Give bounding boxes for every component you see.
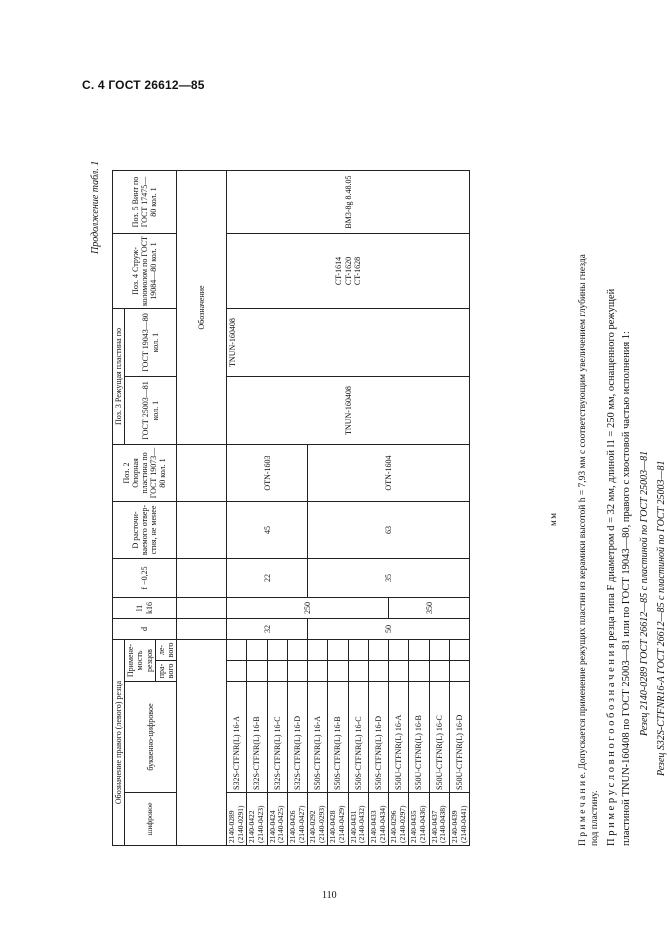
l1-value-250: 250: [227, 598, 389, 619]
row-right-cell: [328, 661, 348, 682]
row-code: 2140-0439 (2140-0441): [449, 793, 469, 846]
D-value-45: 45: [227, 502, 308, 559]
th-alnum: буквенно-цифровое: [125, 682, 177, 793]
row-name: S50S-CTFNR(L) 16-C: [348, 682, 368, 793]
th-D: D расточи-ваемого отвер-стия, не менее: [113, 502, 177, 559]
row-right-cell: [429, 661, 449, 682]
row-code: 2140-0289 (2140-0291): [227, 793, 247, 846]
designation-example-2: Резец S32S-CTFNR16-A ГОСТ 26612—85 с пластиной по ГОСТ 25003—81: [656, 460, 667, 776]
row-code: 2140-0435 (2140-0436): [409, 793, 429, 846]
pos2-value-otn1603: OTN-1603: [227, 445, 308, 502]
th-pos4: Поз. 4 Струж-коломолом по ГОСТ 19084—80 кол. 1: [113, 234, 177, 309]
row-right-cell: [308, 661, 328, 682]
example-line-1: П р и м е р у с л о в н о г о о б о з н а ч е н и я резца типа F диаметром d = 32 мм, длиной l1 = 250 мм, оснащенного режущей: [606, 288, 617, 846]
page-header: С. 4 ГОСТ 26612—85: [82, 78, 205, 92]
row-left-cell: [348, 640, 368, 661]
th-right: пра-вого: [155, 661, 176, 682]
pos3a-value-tnun: TNUN-160408: [227, 377, 470, 445]
row-left-cell: [429, 640, 449, 661]
row-right-cell: [368, 661, 388, 682]
row-code: 2140-0422 (2140-0423): [247, 793, 267, 846]
row-left-cell: [449, 640, 469, 661]
row-right-cell: [409, 661, 429, 682]
row-name: S32S-CTFNR(L) 16-C: [267, 682, 287, 793]
row-name: S50U-CTFNR(L) 16-A: [389, 682, 409, 793]
th-pos3-gost19043: ГОСТ 19043—80 кол. 1: [125, 309, 177, 377]
d-value-32: 32: [227, 619, 308, 640]
f-value-22: 22: [227, 559, 308, 598]
th-applicability: Примене-мость резцов: [125, 640, 156, 682]
row-name: S50U-CTFNR(L) 16-B: [409, 682, 429, 793]
th-blank-5: [177, 502, 227, 559]
th-pos5: Поз. 5 Винт по ГОСТ 17475—80 кол. 1: [113, 171, 177, 234]
th-blank-6: [177, 445, 227, 502]
row-left-cell: [247, 640, 267, 661]
row-right-cell: [449, 661, 469, 682]
row-left-cell: [389, 640, 409, 661]
row-code: 2140-0296 (2140-0297): [389, 793, 409, 846]
row-code: 2140-0437 (2140-0438): [429, 793, 449, 846]
row-code: 2140-0424 (2140-0425): [267, 793, 287, 846]
l1-value-350: 350: [389, 598, 470, 619]
table-continuation-label: Продолжение табл. 1: [90, 160, 101, 254]
th-d: d: [113, 619, 177, 640]
row-name: S50S-CTFNR(L) 16-D: [368, 682, 388, 793]
row-name: S32S-CTFNR(L) 16-A: [227, 682, 247, 793]
row-name: S32S-CTFNR(L) 16-B: [247, 682, 267, 793]
cutter-specs-table: [112, 170, 470, 846]
row-right-cell: [227, 661, 247, 682]
table-row: [227, 171, 247, 846]
row-name: S50U-CTFNR(L) 16-C: [429, 682, 449, 793]
f-value-35: 35: [308, 559, 470, 598]
D-value-63: 63: [308, 502, 470, 559]
row-right-cell: [348, 661, 368, 682]
note-line-1: П р и м е ч а н и е. Допускается применение режущих пластин из керамики высотой h = 7,93 мм с соответствующим увеличением глубины гнезда: [578, 254, 588, 846]
th-pos3-gost25003: ГОСТ 25003—81 кол. 1: [125, 377, 177, 445]
row-name: S32S-CTFNR(L) 16-D: [287, 682, 307, 793]
row-right-cell: [287, 661, 307, 682]
note-line-2: под пластину.: [590, 790, 600, 846]
row-code: 2140-0426 (2140-0427): [287, 793, 307, 846]
row-left-cell: [308, 640, 328, 661]
row-left-cell: [409, 640, 429, 661]
th-blank-1: [177, 640, 227, 846]
pos3b-value-tnun: TNUN-160408: [227, 309, 470, 377]
row-left-cell: [328, 640, 348, 661]
units-label: мм: [548, 511, 558, 526]
row-left-cell: [227, 640, 247, 661]
th-blank-4: [177, 559, 227, 598]
th-f: f −0,25: [113, 559, 177, 598]
th-pos3: Поз. 3 Режущая пластина по: [113, 309, 125, 445]
pos5-value-screw: ВМ3-8g 8.48.05: [227, 171, 470, 234]
row-name: S50S-CTFNR(L) 16-A: [308, 682, 328, 793]
row-code: 2140-0433 (2140-0434): [368, 793, 388, 846]
th-l1: l1 k16: [113, 598, 177, 619]
th-pos2: Поз. 2 Опорная пластина по ГОСТ 19073—80 кол. 1: [113, 445, 177, 502]
th-left: ле-вого: [155, 640, 176, 661]
row-name: S50U-CTFNR(L) 16-D: [449, 682, 469, 793]
designation-example-1: Резец 2140-0289 ГОСТ 26612—85 с пластиной по ГОСТ 25003—81: [639, 450, 650, 736]
row-code: 2140-0431 (2140-0432): [348, 793, 368, 846]
pos4-values: CT-1614 CT-1620 CT-1628: [227, 234, 470, 309]
pos2-value-otn1604: OTN-1604: [308, 445, 470, 502]
d-value-50: 50: [308, 619, 470, 640]
th-designation: Обозначение правого (левого) резца: [113, 640, 125, 846]
row-right-cell: [247, 661, 267, 682]
row-left-cell: [368, 640, 388, 661]
row-code: 2140-0428 (2140-0429): [328, 793, 348, 846]
example-line-2: пластиной TNUN-160408 по ГОСТ 25003—81 или по ГОСТ 19043—80, правого с хвостовой частью исполнения 1:: [621, 331, 632, 846]
row-name: S50S-CTFNR(L) 16-B: [328, 682, 348, 793]
row-right-cell: [389, 661, 409, 682]
row-code: 2140-0292 (2140-0293): [308, 793, 328, 846]
row-right-cell: [267, 661, 287, 682]
page-number: 110: [322, 890, 337, 901]
rotated-page-content: [90, 160, 667, 846]
th-blank-3: [177, 598, 227, 619]
th-blank-2: [177, 619, 227, 640]
th-oboz: Обозначение: [177, 171, 227, 445]
row-left-cell: [287, 640, 307, 661]
th-numeric: шифровое: [125, 793, 177, 846]
row-left-cell: [267, 640, 287, 661]
